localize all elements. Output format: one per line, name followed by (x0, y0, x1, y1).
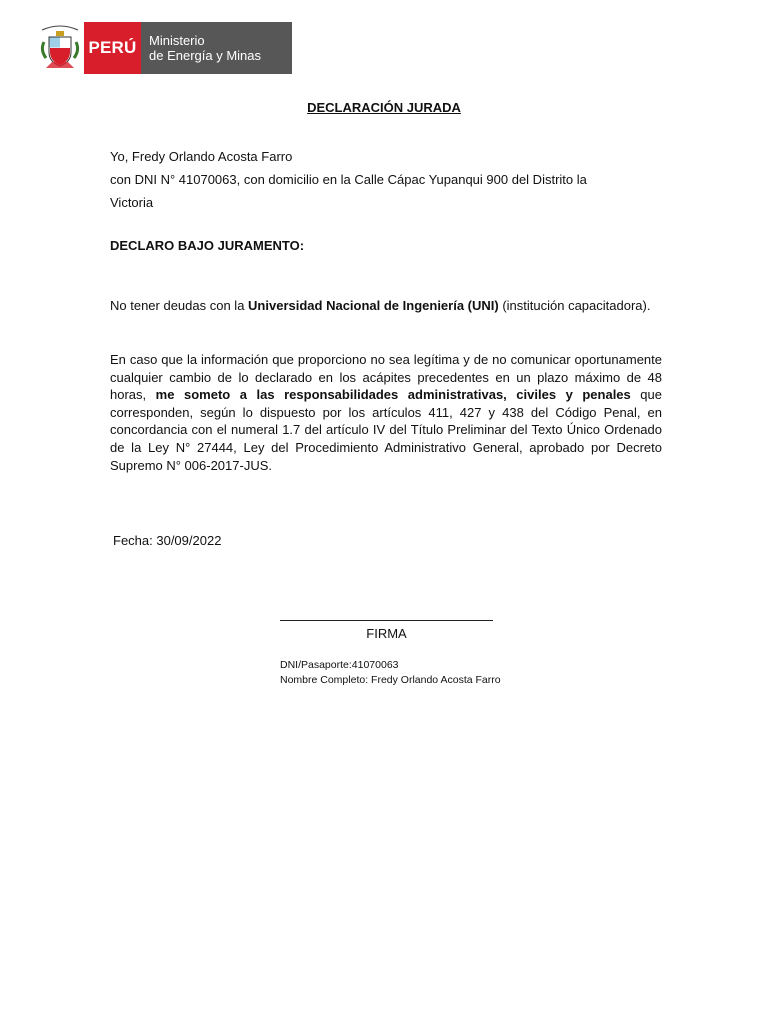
liability-text-2: que corresponden, según lo dispuesto por los artículos 411, 427 y 438 del Código Penal, en concordancia con el numeral 1.7 del artículo IV del Título Preliminar del Texto Único Ordenado de la Ley N° 27444, Ley del Procedimiento Administrativo General, aprobado por Decreto Supremo N° 006-2017-JUS. (110, 387, 663, 473)
liability-emphasis: me someto a las responsabilidades administrativas, civiles y penales (155, 387, 631, 403)
declarant-address-line: con DNI N° 41070063, con domicilio en la Calle Cápac Yupanqui 900 del Distrito la (110, 172, 587, 187)
liability-text-1: En caso que la información que proporciono no sea legítima y de no comunicar oportunamente cualquier cambio de lo declarado en los acápites precedentes en un plazo máximo de 48 horas, (110, 352, 662, 403)
ministry-name (141, 22, 292, 74)
no-debt-text-1: No tener deudas con la (110, 298, 249, 313)
ministry-name-line2: de Energía y Minas (149, 48, 262, 63)
ministry-name-line1: Ministerio (149, 33, 205, 48)
oath-heading: DECLARO BAJO JURAMENTO: (110, 238, 305, 253)
signature-label: FIRMA (366, 626, 407, 641)
liability-paragraph (110, 351, 662, 474)
document-title: DECLARACIÓN JURADA (307, 100, 461, 115)
coat-of-arms-icon (36, 22, 84, 74)
signer-dni: DNI/Pasaporte:41070063 (280, 659, 399, 671)
signature-line (280, 620, 493, 621)
declarant-name-line: Yo, Fredy Orlando Acosta Farro (110, 149, 293, 164)
ministry-logo (36, 22, 292, 74)
coat-of-arms-graphic (38, 24, 82, 72)
declarant-intro (110, 145, 662, 214)
declarant-district-line: Victoria (110, 195, 154, 210)
document-date: Fecha: 30/09/2022 (113, 533, 222, 548)
no-debt-text-2: (institución capacitadora). (498, 298, 651, 313)
university-name: Universidad Nacional de Ingeniería (UNI) (248, 298, 499, 313)
signer-full-name: Nombre Completo: Fredy Orlando Acosta Farro (280, 673, 501, 686)
country-label: PERÚ (84, 22, 141, 74)
no-debt-paragraph (110, 297, 662, 315)
signer-info (280, 658, 501, 687)
